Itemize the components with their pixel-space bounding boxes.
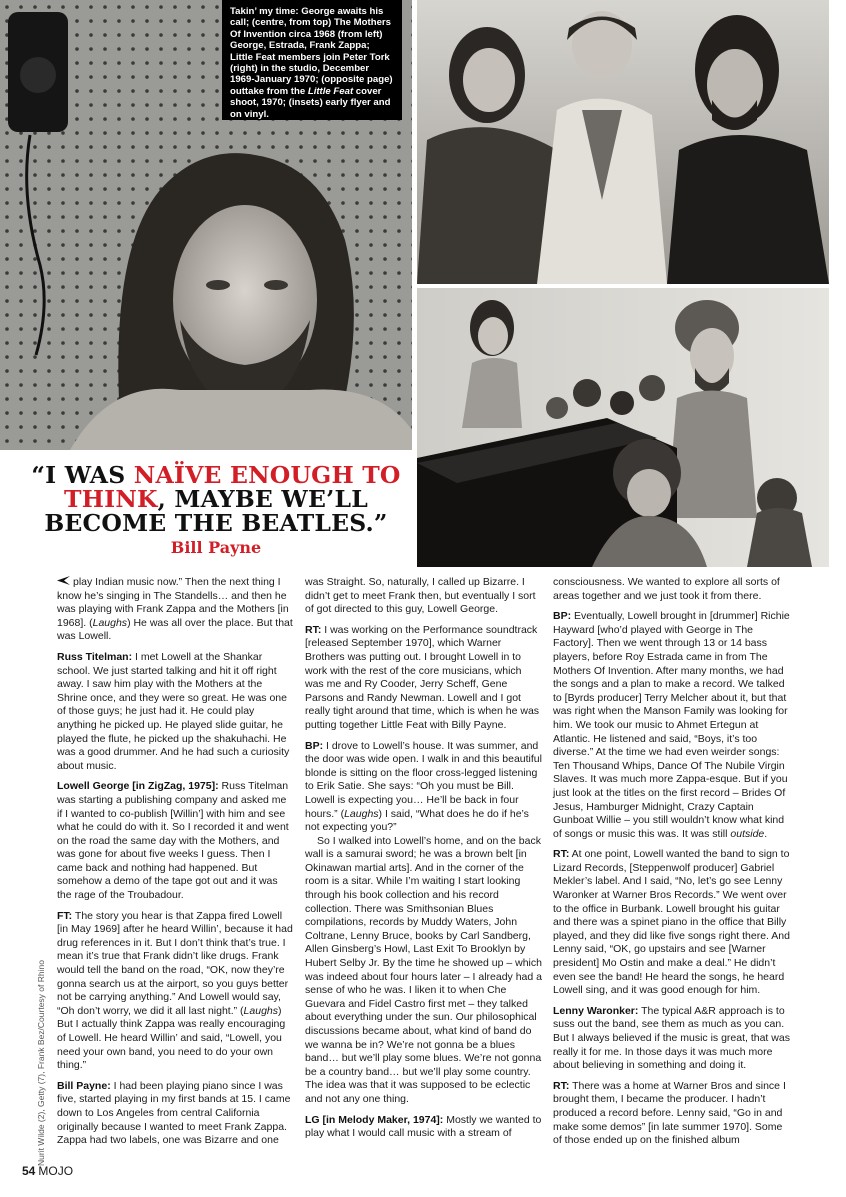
page-number: 54	[22, 1164, 36, 1178]
paragraph: Bill Payne: I had been playing piano since I was five, started playing in my first bands at 15. I came down to Los Angeles from central California originally because I wanted to meet Frank Zappa. Zappa had two labels, one was Bizarre and one	[57, 1079, 291, 1147]
speaker-name: RT:	[305, 623, 322, 636]
pull-quote-open: “I WAS	[31, 461, 134, 489]
paragraph: RT: I was working on the Performance soundtrack [released September 1970], which Warner Brothers was putting out. I brought Lowell in to work with the rest of the core musicians, which was me and Ry Cooder, Jerry Scheff, Gene Parsons and Randy Newman. Lowell and I got really tight around that time, which is when he was putting together Little Feat with Billy Payne.	[305, 623, 540, 731]
speaker-name: RT:	[553, 1079, 570, 1092]
paragraph: was Straight. So, naturally, I called up Bizarre. I didn’t get to meet Frank then, but eventually I sort of got directed to this guy, Lowell George.	[305, 576, 536, 616]
caption-text: Takin’ my time: George awaits his call; (centre, from top) The Mothers Of Invention circa 1968 (from left) George, Estrada, Frank Zappa; Little Feat members join Peter Tork (right) in the studio, December 1969-January 1970; (opposite page) outtake from the	[230, 6, 393, 97]
speaker-name: RT:	[553, 848, 570, 861]
speaker-name: Russ Titelman:	[57, 650, 133, 663]
continuation-arrow-icon	[57, 576, 73, 590]
photo-caption	[222, 0, 402, 120]
speaker-name: FT:	[57, 909, 73, 922]
paragraph: BP: I drove to Lowell’s house. It was summer, and the door was wide open. I walk in and this beautiful blonde is sitting on the floor cross-legged listening to Erik Satie. She says: “Oh you must be Bill. Lowell is expecting you… He’ll be back in four hours.” (Laughs) I said, “What does he do if he’s not expecting you?”	[305, 739, 542, 834]
paragraph: play Indian music now.” Then the next thing I know he’s singing in The Standells… and then he was playing with Frank Zappa and the Mothers [in 1968]. (Laughs) He was all over the place. But that was Lowell.	[57, 576, 293, 643]
text-column-1	[57, 576, 294, 1155]
caption-text-end: cover shoot, 1970; (insets) early flyer and on vinyl.	[230, 85, 391, 120]
page-folio	[22, 1164, 73, 1178]
band-photo	[417, 0, 829, 284]
pull-quote-byline: Bill Payne	[170, 538, 262, 557]
paragraph: consciousness. We wanted to explore all sorts of areas together and we just took it from there.	[553, 576, 780, 602]
speaker-name: Bill Payne:	[57, 1079, 111, 1092]
pull-quote-close: , MAYBE WE’LL BECOME THE BEATLES.”	[44, 485, 388, 537]
paragraph: RT: There was a home at Warner Bros and since I brought them, I became the producer. I hadn’t produced a record before. Lenny said, “Go in and make some demos” [in late summer 1970]. Some of those ended up on the finished album	[553, 1079, 786, 1147]
magazine-name: MOJO	[38, 1164, 74, 1178]
paragraph: RT: At one point, Lowell wanted the band to sign to Lizard Records, [Steppenwolf producer] Gabriel Mekler’s label. And I said, “No, let’s go see Lenny Waronker at Warner Bros Records.” We went over to the office in Burbank. Lowell brought his guitar and there was a spinet piano in the office that Billy played, and they did like five songs right there. And Lenny said, “OK, go upstairs and see [Warner president] Mo Ostin and make a deal.” He didn’t even see the band! He heard the songs, he heard Lowell sing, and it was good enough for him.	[553, 848, 790, 997]
paragraph: FT: The story you hear is that Zappa fired Lowell [in May 1969] after he heard Willin’, because it had drug references in it. But I don’t think that’s true. I mean it’s true that Frank didn’t like drugs. Frank would tell the band on the road, “OK, now they’re gonna search us at the airport, so you guys better not be carrying anything.” And Lowell would say, “Oh don’t worry, we did it all last night.” (Laughs) But I actually think Zappa was really encouraging of Lowell. He heard Willin’ and said, “Lowell, you need your own band, you need to do your own thing.”	[57, 909, 293, 1072]
photo-credit: Nurit Wilde (2), Getty (7), Frank Bez/Courtesy of Rhino	[36, 960, 46, 1166]
paragraph: BP: Eventually, Lowell brought in [drummer] Richie Hayward [who’d played with George in The Factory]. Then we went through 13 or 14 bass players, before Roy Estrada came in from The Mothers Of Invention. After many months, we had the songs and a plan to make a record. We talked to [Byrds producer] Terry Melcher about it, but that was right when the Manson Family was looking for him. We took our music to Ahmet Ertegun at Atlantic. He listened and said, “Boys, it’s too diverse.” At the time we had even weirder songs: Ten Thousand Whips, Dance Of The Nubile Virgin Slaves. It was much more Zappa-esque. But if you just look at the titles on the first record – Brides Of Jesus, Hamburger Midnight, Crazy Captain Gunboat Willie – you still wouldn’t know what kind of songs or music this was. It was still outside.	[553, 610, 790, 840]
speaker-name: Lowell George [in ZigZag, 1975]:	[57, 780, 219, 793]
caption-italic: Little Feat	[307, 85, 354, 97]
speaker-name: BP:	[553, 610, 572, 623]
paragraph: Lenny Waronker: The typical A&R approach is to suss out the band, see them as much as you can. But I always believed if the music is great, that was really it for me. In those days it was much more about believing in something and doing it.	[553, 1004, 790, 1072]
studio-photo	[417, 288, 829, 567]
paragraph: LG [in Melody Maker, 1974]: Mostly we wanted to play what I would call music with a stream of	[305, 1113, 542, 1140]
speaker-name: BP:	[305, 739, 324, 752]
speaker-name: Lenny Waronker:	[553, 1004, 639, 1017]
paragraph: So I walked into Lowell’s home, and on the back wall is a samurai sword; he was a brown belt [in Okinawan martial arts]. And in the corner of the room is a sitar. While I’m waiting I start looking through his book collection and his record collection. There was Smithsonian Blues compilations, records by Muddy Waters, John Coltrane, Lenny Bruce, books by Carl Sandberg, Allen Ginsberg’s Howl, Last Exit To Brooklyn by Hubert Selby Jr. By the time he showed up – which was indeed about four hours later – I already had a sense of who he was. I liken it to when Che Guevara and Fidel Castro first met – they talked about everything under the sun. Our philosophical discussions became about, what kind of band do we wanna be in? We’re not gonna be a blues band… but we’ll play some blues. We’re not gonna be a country band… but we’ll play some country. The idea was that it was supposed to be eclectic and not any one thing.	[305, 834, 542, 1105]
paragraph: Lowell George [in ZigZag, 1975]: Russ Titelman was starting a publishing company and asked me if I wanted to co-publish [Willin’] with him and see what he could do with it. So I recorded it and went on the road the same day with the Mothers, and was gone for about five weeks I guess. Then I came back and nothing had happened. But somehow a demo of the tape got out and it was the rage of the Troubadour.	[57, 780, 289, 902]
text-column-3	[553, 576, 793, 1155]
speaker-name: LG [in Melody Maker, 1974]:	[305, 1113, 444, 1126]
pull-quote	[30, 463, 402, 535]
text-column-2	[305, 576, 542, 1148]
paragraph: Russ Titelman: I met Lowell at the Shankar school. We just started talking and hit it off right away. I saw him play with the Mothers at the Shrine once, and they were so great. He was one of those guys; he just had it. He could play anything he picked up. He played slide guitar, he played the flute, he picked up the shakuhachi. He was a good drummer. And he had such a curiosity about music.	[57, 650, 290, 772]
pull-quote-highlight: NAÏVE ENOUGH TO THINK	[64, 461, 401, 513]
